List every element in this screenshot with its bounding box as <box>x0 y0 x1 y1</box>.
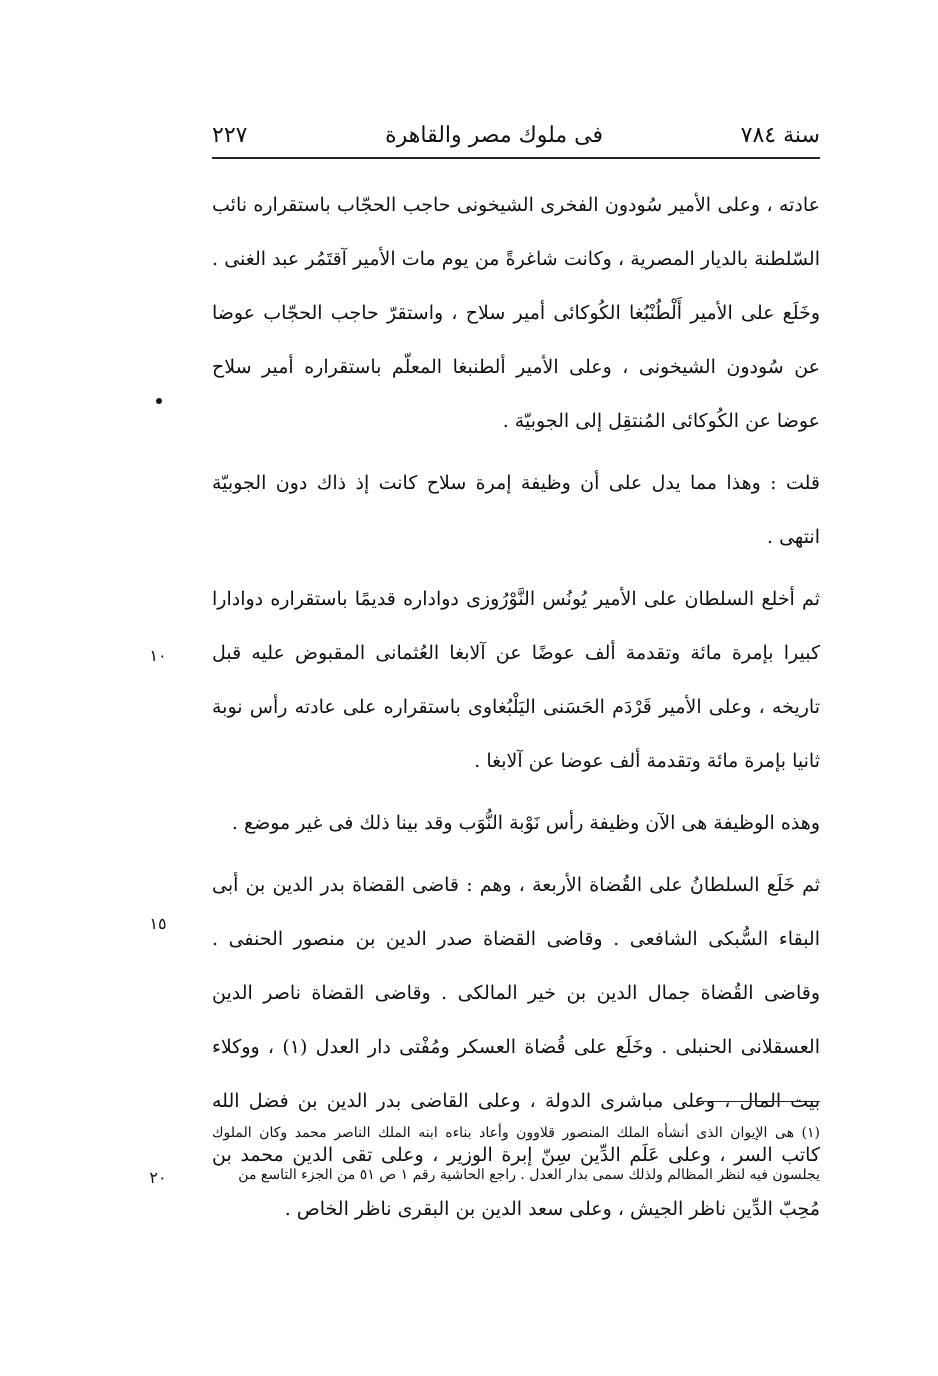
paragraph-1: عادته ، وعلى الأمير سُودون الفخرى الشيخونى حاجب الحجّاب باستقراره نائب السّلطنة بالديار المصرية ، وكانت شاغرةً من يوم مات الأمير آقتَمُر عبد الغنى . وخَلَع على الأمير أَلْطُنْبُغا الكُوكائى أمير سلاح ، واستقرّ حاجب الحجّاب عوضا عن سُودون الشيخونى ، وعلى الأمير ألطنبغا المعلّم باستقراره أمير سلاح عوضا عن الكُوكائى المُنتقِل إلى الجوبيّة . <box>212 194 820 432</box>
paragraph-5: ثم خَلَع السلطانُ على القُضاة الأربعة ، وهم : قاضى القضاة بدر الدين بن أبى البقاء السُّبكى الشافعى . وقاضى القضاة صدر الدين بن منصور الحنفى . وقاضى القُضاة جمال الدين بن خير المالكى . وقاضى القضاة ناصر الدين العسقلانى الحنبلى . وخَلَع على قُضاة العسكر ومُفْتى دار العدل (١) ، ووكلاء بيت المال ، وعلى مباشرى الدولة ، وعلى القاضى بدر الدين بن فضل الله كاتب السر ، وعلى عَلَم الدِّين سِنّ إبرة الوزير ، وعلى تقى الدين محمد بن مُحِبّ الدِّين ناظر الجيش ، وعلى سعد الدين بن البقرى ناظر الخاص . <box>212 874 820 1220</box>
running-title: فى ملوك مصر والقاهرة <box>385 122 604 148</box>
main-text <box>212 178 820 1236</box>
footnote-1: (١) هى الإيوان الذى أنشأه الملك المنصور قلاوون وأعاد بناءه ابنه الملك الناصر محمد وكان الملوك يجلسون فيه لنظر المظالم ولذلك سمى بدار العدل . راجع الحاشية رقم ١ ص ٥١ من الجزء التاسع من <box>212 1125 820 1183</box>
header-rule <box>212 157 820 159</box>
line-marker-5 <box>156 398 162 404</box>
page-header <box>212 113 820 157</box>
year-label: سنة ٧٨٤ <box>740 122 820 148</box>
paragraph-4: وهذه الوظيفة هى الآن وظيفة رأس نَوْبة النُّوَب وقد بينا ذلك فى غير موضع . <box>231 812 820 834</box>
footnotes <box>212 1112 820 1196</box>
footnote-rule <box>696 1101 820 1102</box>
paragraph-3: ثم أخلع السلطان على الأمير يُونُس النَّوْرُوزى دواداره قديمًا باستقراره دوادارا كبيرا بإمرة مائة وتقدمة ألف عوضًا عن آلابغا العُثمانى المقبوض عليه قبل تاريخه ، وعلى الأمير قَرْدَم الحَسَنى اليَلْبُغاوى باستقراره على عادته رأس نوبة ثانيا بإمرة مائة وتقدمة ألف عوضا عن آلابغا . <box>212 588 820 772</box>
page-number: ٢٢٧ <box>212 122 248 148</box>
paragraph-2: قلت : وهذا مما يدل على أن وظيفة إمرة سلاح كانت إذ ذاك دون الجوبيّة انتهى . <box>212 472 820 548</box>
line-number-15: ١٥ <box>149 914 167 933</box>
line-number-10: ١٠ <box>149 646 167 665</box>
line-number-20: ٢٠ <box>149 1168 167 1187</box>
